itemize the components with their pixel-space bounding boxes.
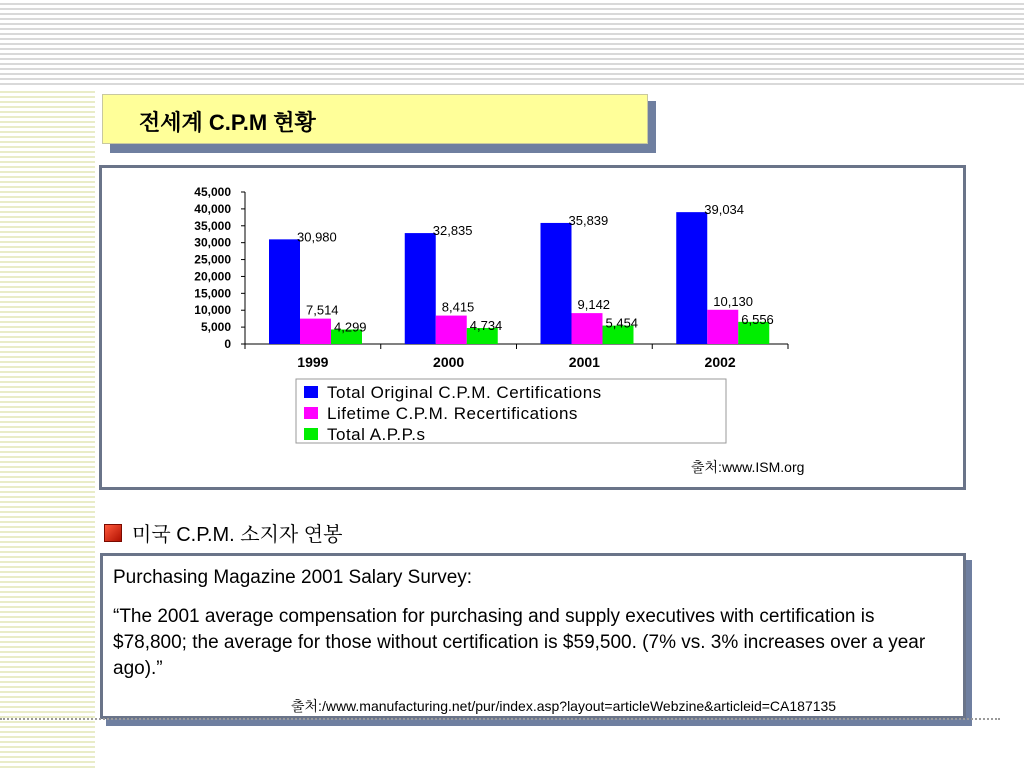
y-tick-label: 40,000 [194, 201, 231, 216]
dotted-divider [0, 718, 1000, 720]
data-label: 6,556 [741, 311, 774, 327]
x-tick-label: 2001 [568, 354, 600, 370]
data-label: 9,142 [577, 297, 611, 313]
y-tick-label: 5,000 [200, 320, 231, 335]
salary-survey-box [100, 553, 966, 719]
square-bullet-icon [104, 524, 122, 542]
bar [405, 233, 436, 344]
data-label: 8,415 [441, 299, 475, 315]
bar-chart [102, 168, 963, 487]
bar [436, 316, 467, 344]
data-label: 4,734 [469, 318, 503, 334]
bar [300, 319, 331, 344]
data-label: 30,980 [297, 229, 337, 245]
bar [676, 212, 707, 344]
y-tick-label: 45,000 [194, 185, 231, 199]
salary-survey-heading: Purchasing Magazine 2001 Salary Survey: [113, 567, 473, 588]
y-tick-label: 0 [224, 337, 231, 351]
y-tick-label: 30,000 [194, 235, 231, 250]
y-tick-label: 20,000 [194, 269, 231, 284]
bar [707, 310, 738, 344]
y-tick-label: 35,000 [194, 218, 231, 233]
left-stripes-decoration [0, 88, 95, 768]
legend-swatch [304, 386, 318, 398]
legend-label: Lifetime C.P.M. Recertifications [327, 404, 578, 423]
x-tick-label: 2000 [433, 354, 465, 370]
section-heading: 미국 C.P.M. 소지자 연봉 [132, 524, 343, 546]
slide-title: 전세계 C.P.M 현황 [139, 110, 316, 135]
legend-label: Total A.P.P.s [327, 425, 426, 444]
x-tick-label: 2002 [704, 354, 736, 370]
legend-label: Total Original C.P.M. Certifications [327, 383, 602, 402]
legend-swatch [304, 428, 318, 440]
data-label: 39,034 [704, 202, 745, 218]
title-box [102, 94, 648, 144]
chart-source: 출처:www.ISM.org [691, 459, 805, 475]
data-label: 32,835 [432, 223, 473, 239]
bar [269, 239, 300, 344]
data-label: 7,514 [306, 302, 339, 318]
salary-source: 출처:/www.manufacturing.net/pur/index.asp?layout=articleWebzine&articleid=CA187135 [291, 698, 837, 714]
y-tick-label: 25,000 [194, 252, 231, 267]
data-label: 5,454 [605, 315, 639, 331]
chart-legend [296, 379, 726, 444]
bar [541, 223, 572, 344]
top-stripes-decoration [0, 0, 1024, 88]
data-label: 10,130 [713, 293, 754, 309]
legend-swatch [304, 407, 318, 419]
x-tick-label: 1999 [297, 354, 329, 370]
salary-survey-quote: “The 2001 average compensation for purchasing and supply executives with certification is $78,800; the average for those without certification is $59,500. (7% vs. 3% increases over a year ago).” [113, 606, 926, 679]
y-tick-label: 10,000 [194, 303, 231, 318]
data-label: 4,299 [334, 319, 367, 335]
chart-frame [99, 165, 966, 490]
data-label: 35,839 [568, 212, 609, 228]
bar [572, 313, 603, 344]
y-tick-label: 15,000 [194, 286, 231, 301]
